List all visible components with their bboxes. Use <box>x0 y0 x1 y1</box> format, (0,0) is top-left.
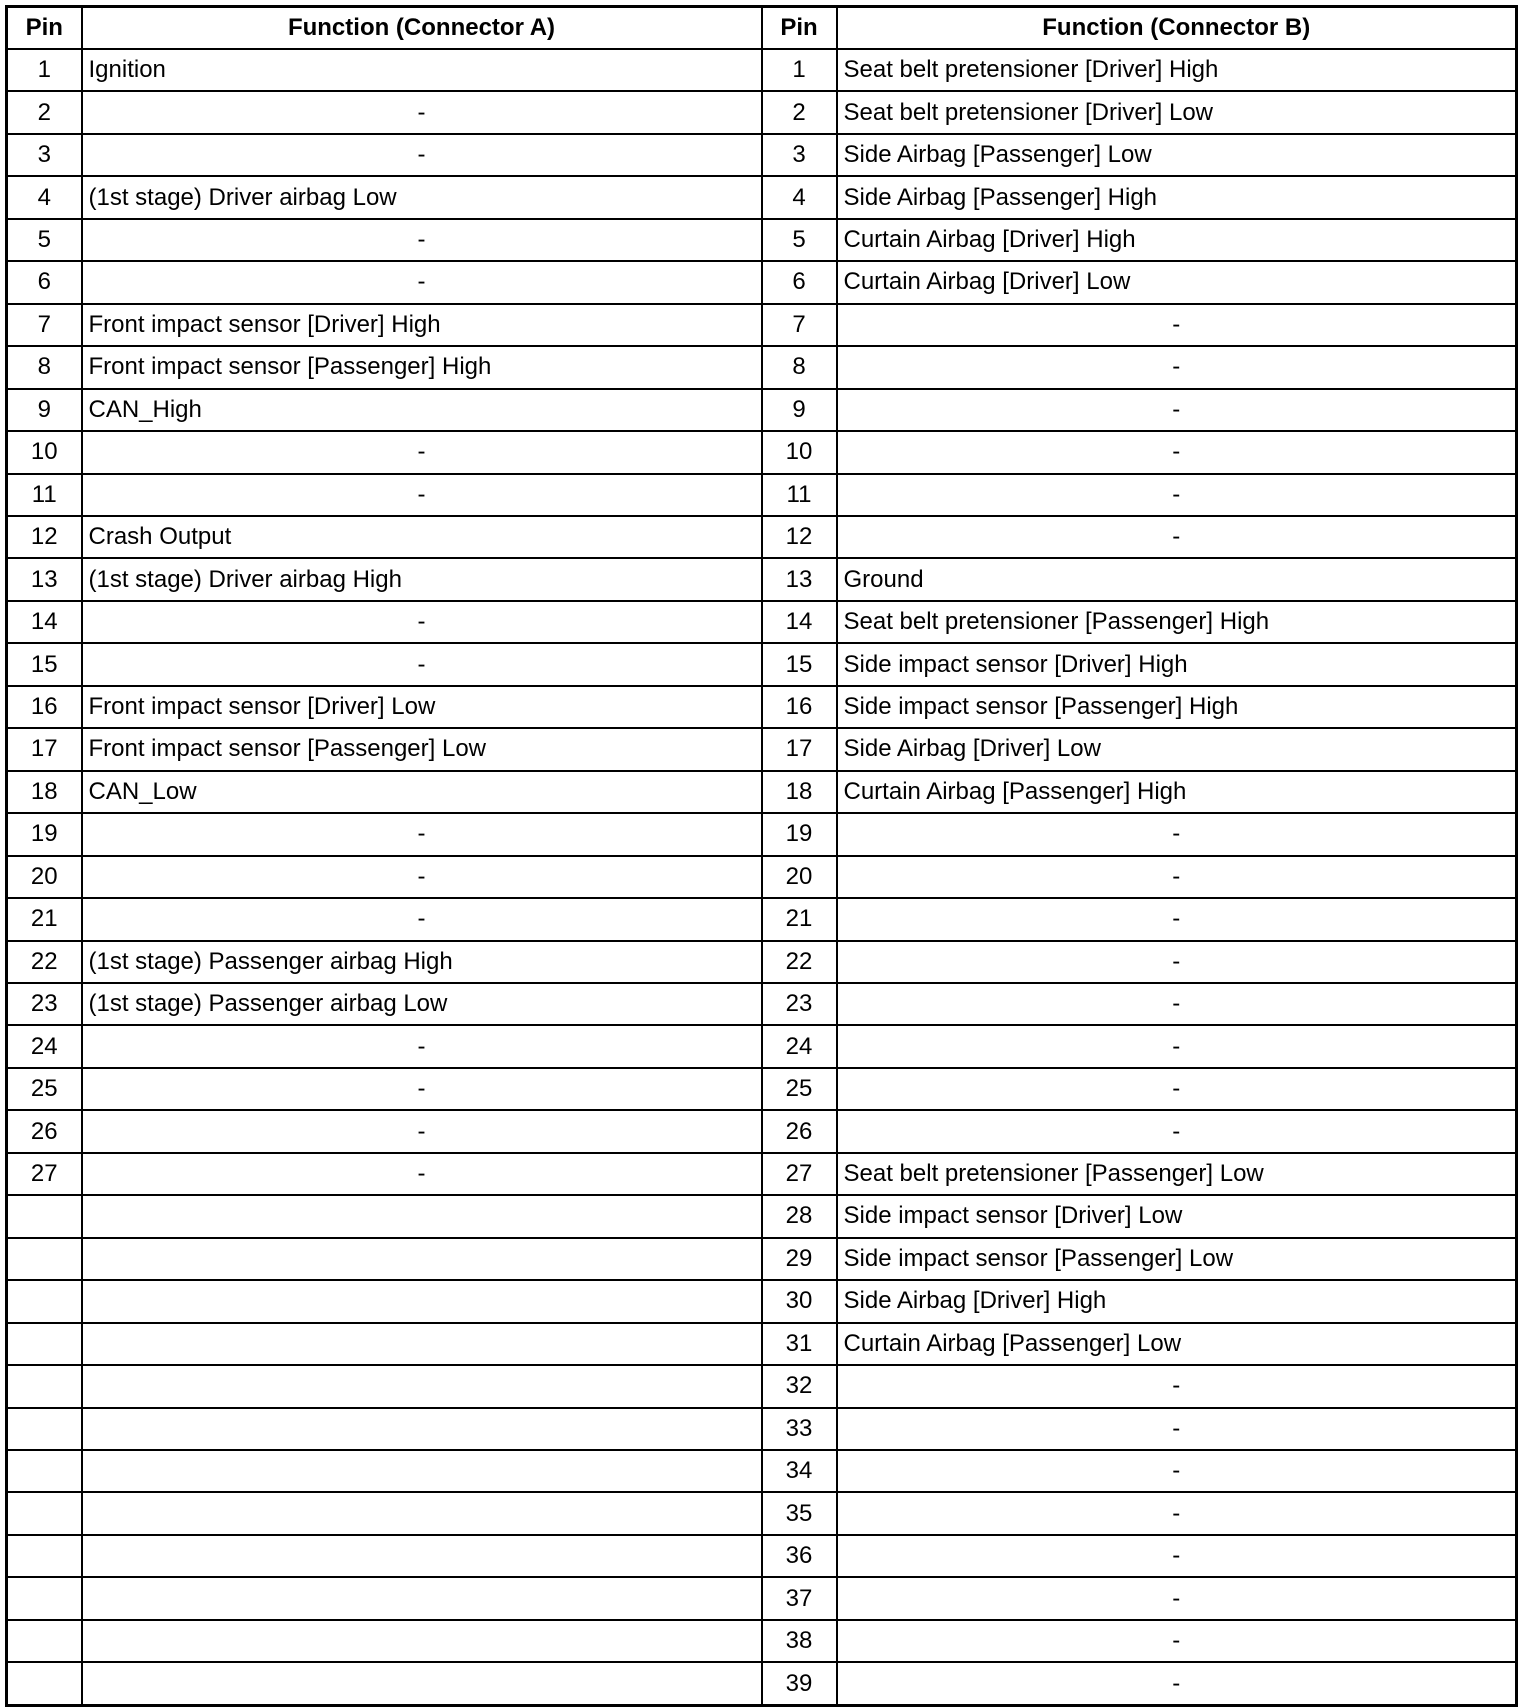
table-row <box>7 728 1517 770</box>
function-a-cell: - <box>82 91 762 133</box>
pin-a-cell: 26 <box>7 1110 82 1152</box>
function-b-cell: Side impact sensor [Driver] High <box>837 643 1517 685</box>
pin-b-cell: 17 <box>762 728 837 770</box>
pin-b-cell: 5 <box>762 219 837 261</box>
table-row <box>7 983 1517 1025</box>
table-row <box>7 686 1517 728</box>
function-b-cell: Seat belt pretensioner [Passenger] Low <box>837 1153 1517 1195</box>
pin-a-cell: 17 <box>7 728 82 770</box>
table-row <box>7 49 1517 91</box>
function-b-cell: Side impact sensor [Passenger] Low <box>837 1238 1517 1280</box>
pin-b-cell: 28 <box>762 1195 837 1237</box>
pin-b-cell: 10 <box>762 431 837 473</box>
table-row <box>7 431 1517 473</box>
function-a-cell <box>82 1280 762 1322</box>
pin-a-cell <box>7 1323 82 1365</box>
table-row <box>7 1068 1517 1110</box>
header-pin-b: Pin <box>762 7 837 50</box>
function-a-cell: (1st stage) Passenger airbag High <box>82 941 762 983</box>
table-header <box>7 7 1517 50</box>
function-b-cell: Side impact sensor [Driver] Low <box>837 1195 1517 1237</box>
table-row <box>7 1662 1517 1705</box>
function-a-cell: - <box>82 813 762 855</box>
function-a-cell: - <box>82 219 762 261</box>
table-row <box>7 1450 1517 1492</box>
pin-a-cell: 7 <box>7 304 82 346</box>
pin-b-cell: 4 <box>762 176 837 218</box>
pin-b-cell: 19 <box>762 813 837 855</box>
pin-b-cell: 21 <box>762 898 837 940</box>
pin-a-cell <box>7 1365 82 1407</box>
pin-a-cell: 2 <box>7 91 82 133</box>
pin-a-cell: 27 <box>7 1153 82 1195</box>
function-a-cell <box>82 1323 762 1365</box>
function-a-cell <box>82 1195 762 1237</box>
table-row <box>7 601 1517 643</box>
function-a-cell: Front impact sensor [Driver] High <box>82 304 762 346</box>
pin-a-cell <box>7 1450 82 1492</box>
pin-b-cell: 9 <box>762 389 837 431</box>
function-a-cell: - <box>82 856 762 898</box>
pin-b-cell: 3 <box>762 134 837 176</box>
function-b-cell: Ground <box>837 558 1517 600</box>
pin-a-cell <box>7 1408 82 1450</box>
pin-a-cell: 4 <box>7 176 82 218</box>
header-row <box>7 7 1517 50</box>
function-b-cell: - <box>837 856 1517 898</box>
function-b-cell: - <box>837 1450 1517 1492</box>
function-b-cell: Seat belt pretensioner [Passenger] High <box>837 601 1517 643</box>
table-row <box>7 771 1517 813</box>
pin-b-cell: 11 <box>762 474 837 516</box>
pin-a-cell: 9 <box>7 389 82 431</box>
pin-b-cell: 30 <box>762 1280 837 1322</box>
pin-a-cell: 25 <box>7 1068 82 1110</box>
pin-a-cell: 3 <box>7 134 82 176</box>
pin-b-cell: 23 <box>762 983 837 1025</box>
function-b-cell: - <box>837 898 1517 940</box>
function-a-cell: (1st stage) Driver airbag High <box>82 558 762 600</box>
table-row <box>7 1280 1517 1322</box>
function-b-cell: Curtain Airbag [Passenger] High <box>837 771 1517 813</box>
function-b-cell: - <box>837 1025 1517 1067</box>
function-a-cell: - <box>82 1110 762 1152</box>
function-b-cell: - <box>837 1492 1517 1534</box>
function-a-cell <box>82 1450 762 1492</box>
pin-b-cell: 20 <box>762 856 837 898</box>
pin-b-cell: 24 <box>762 1025 837 1067</box>
pin-a-cell <box>7 1280 82 1322</box>
table-row <box>7 558 1517 600</box>
table-row <box>7 91 1517 133</box>
function-a-cell <box>82 1238 762 1280</box>
function-a-cell: - <box>82 643 762 685</box>
function-b-cell: Side Airbag [Driver] Low <box>837 728 1517 770</box>
pin-a-cell: 24 <box>7 1025 82 1067</box>
function-a-cell <box>82 1365 762 1407</box>
header-pin-a: Pin <box>7 7 82 50</box>
pin-b-cell: 25 <box>762 1068 837 1110</box>
function-b-cell: Side Airbag [Passenger] High <box>837 176 1517 218</box>
function-b-cell: Seat belt pretensioner [Driver] Low <box>837 91 1517 133</box>
function-b-cell: Side Airbag [Driver] High <box>837 1280 1517 1322</box>
function-a-cell: - <box>82 474 762 516</box>
pin-b-cell: 26 <box>762 1110 837 1152</box>
pin-b-cell: 8 <box>762 346 837 388</box>
function-b-cell: - <box>837 941 1517 983</box>
table-row <box>7 1535 1517 1577</box>
function-a-cell <box>82 1620 762 1662</box>
function-b-cell: - <box>837 346 1517 388</box>
pin-a-cell: 14 <box>7 601 82 643</box>
pin-b-cell: 6 <box>762 261 837 303</box>
function-a-cell <box>82 1492 762 1534</box>
function-a-cell: Crash Output <box>82 516 762 558</box>
pin-a-cell <box>7 1577 82 1619</box>
function-b-cell: Curtain Airbag [Driver] High <box>837 219 1517 261</box>
function-a-cell: - <box>82 134 762 176</box>
pin-a-cell: 23 <box>7 983 82 1025</box>
function-b-cell: - <box>837 1068 1517 1110</box>
function-b-cell: - <box>837 1408 1517 1450</box>
table-row <box>7 134 1517 176</box>
function-a-cell: - <box>82 1153 762 1195</box>
pin-a-cell: 12 <box>7 516 82 558</box>
function-b-cell: - <box>837 1535 1517 1577</box>
pin-a-cell: 16 <box>7 686 82 728</box>
table-row <box>7 1110 1517 1152</box>
table-row <box>7 1408 1517 1450</box>
table-row <box>7 1238 1517 1280</box>
table-row <box>7 1153 1517 1195</box>
function-b-cell: - <box>837 813 1517 855</box>
table-row <box>7 856 1517 898</box>
pin-b-cell: 15 <box>762 643 837 685</box>
function-b-cell: - <box>837 1577 1517 1619</box>
table-body <box>7 49 1517 1706</box>
pin-b-cell: 34 <box>762 1450 837 1492</box>
pin-a-cell: 6 <box>7 261 82 303</box>
function-a-cell: Front impact sensor [Driver] Low <box>82 686 762 728</box>
function-a-cell <box>82 1577 762 1619</box>
table-row <box>7 474 1517 516</box>
table-row <box>7 813 1517 855</box>
function-b-cell: - <box>837 983 1517 1025</box>
table-row <box>7 516 1517 558</box>
pin-a-cell: 20 <box>7 856 82 898</box>
table-row <box>7 304 1517 346</box>
function-a-cell: - <box>82 1068 762 1110</box>
function-a-cell: (1st stage) Driver airbag Low <box>82 176 762 218</box>
pin-a-cell: 10 <box>7 431 82 473</box>
pin-b-cell: 18 <box>762 771 837 813</box>
function-b-cell: - <box>837 1110 1517 1152</box>
pin-a-cell <box>7 1662 82 1705</box>
pin-b-cell: 38 <box>762 1620 837 1662</box>
function-a-cell: - <box>82 1025 762 1067</box>
pin-a-cell: 15 <box>7 643 82 685</box>
function-b-cell: Side impact sensor [Passenger] High <box>837 686 1517 728</box>
pin-a-cell: 5 <box>7 219 82 261</box>
pin-b-cell: 32 <box>762 1365 837 1407</box>
table-row <box>7 219 1517 261</box>
header-function-connector-a: Function (Connector A) <box>82 7 762 50</box>
pin-b-cell: 33 <box>762 1408 837 1450</box>
function-a-cell: CAN_Low <box>82 771 762 813</box>
pin-b-cell: 16 <box>762 686 837 728</box>
function-b-cell: - <box>837 1620 1517 1662</box>
pin-b-cell: 13 <box>762 558 837 600</box>
table-row <box>7 1323 1517 1365</box>
pin-b-cell: 2 <box>762 91 837 133</box>
pin-a-cell <box>7 1492 82 1534</box>
table-row <box>7 1365 1517 1407</box>
table-row <box>7 346 1517 388</box>
pin-b-cell: 12 <box>762 516 837 558</box>
pin-b-cell: 22 <box>762 941 837 983</box>
function-a-cell <box>82 1408 762 1450</box>
pin-b-cell: 37 <box>762 1577 837 1619</box>
function-b-cell: - <box>837 304 1517 346</box>
function-a-cell: CAN_High <box>82 389 762 431</box>
table-row <box>7 1620 1517 1662</box>
table-row <box>7 898 1517 940</box>
function-a-cell: - <box>82 898 762 940</box>
table-row <box>7 1025 1517 1067</box>
function-a-cell <box>82 1535 762 1577</box>
pin-a-cell: 8 <box>7 346 82 388</box>
table-row <box>7 643 1517 685</box>
pin-b-cell: 27 <box>762 1153 837 1195</box>
table-row <box>7 1492 1517 1534</box>
pin-b-cell: 35 <box>762 1492 837 1534</box>
function-a-cell: - <box>82 431 762 473</box>
pin-b-cell: 14 <box>762 601 837 643</box>
pin-b-cell: 29 <box>762 1238 837 1280</box>
pin-a-cell <box>7 1620 82 1662</box>
function-b-cell: - <box>837 1365 1517 1407</box>
function-b-cell: Curtain Airbag [Passenger] Low <box>837 1323 1517 1365</box>
function-b-cell: Side Airbag [Passenger] Low <box>837 134 1517 176</box>
function-b-cell: - <box>837 389 1517 431</box>
function-b-cell: Curtain Airbag [Driver] Low <box>837 261 1517 303</box>
pin-a-cell: 1 <box>7 49 82 91</box>
pin-a-cell: 11 <box>7 474 82 516</box>
function-b-cell: - <box>837 1662 1517 1705</box>
pin-a-cell <box>7 1195 82 1237</box>
connector-pin-table <box>5 5 1518 1707</box>
pin-a-cell: 19 <box>7 813 82 855</box>
pin-b-cell: 36 <box>762 1535 837 1577</box>
function-a-cell <box>82 1662 762 1705</box>
function-a-cell: Front impact sensor [Passenger] High <box>82 346 762 388</box>
function-a-cell: - <box>82 261 762 303</box>
pin-b-cell: 1 <box>762 49 837 91</box>
pin-a-cell: 13 <box>7 558 82 600</box>
function-a-cell: - <box>82 601 762 643</box>
table-row <box>7 1577 1517 1619</box>
pin-b-cell: 39 <box>762 1662 837 1705</box>
table-row <box>7 389 1517 431</box>
function-b-cell: - <box>837 431 1517 473</box>
function-b-cell: - <box>837 516 1517 558</box>
pin-b-cell: 7 <box>762 304 837 346</box>
table-row <box>7 941 1517 983</box>
function-b-cell: - <box>837 474 1517 516</box>
function-a-cell: Front impact sensor [Passenger] Low <box>82 728 762 770</box>
pin-a-cell: 21 <box>7 898 82 940</box>
pin-a-cell: 22 <box>7 941 82 983</box>
header-function-connector-b: Function (Connector B) <box>837 7 1517 50</box>
function-a-cell: (1st stage) Passenger airbag Low <box>82 983 762 1025</box>
pin-a-cell: 18 <box>7 771 82 813</box>
table-row <box>7 1195 1517 1237</box>
table-row <box>7 176 1517 218</box>
table-row <box>7 261 1517 303</box>
pin-a-cell <box>7 1535 82 1577</box>
function-b-cell: Seat belt pretensioner [Driver] High <box>837 49 1517 91</box>
pin-a-cell <box>7 1238 82 1280</box>
pin-b-cell: 31 <box>762 1323 837 1365</box>
function-a-cell: Ignition <box>82 49 762 91</box>
